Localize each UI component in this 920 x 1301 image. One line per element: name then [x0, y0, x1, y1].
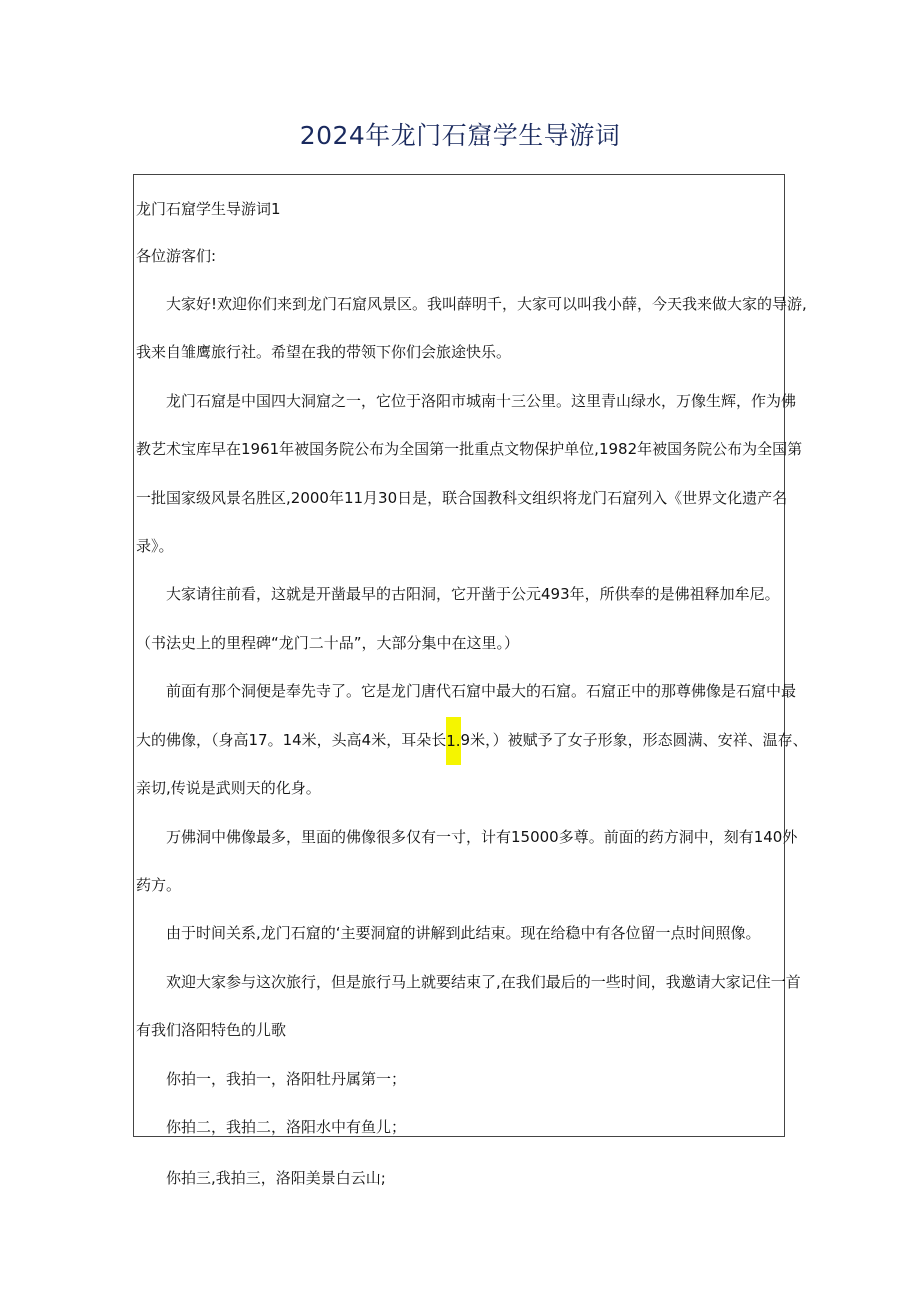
paragraph-line: 万佛洞中佛像最多，里面的佛像很多仅有一寸，计有15000多尊。前面的药方洞中，刻有140外 — [166, 828, 798, 846]
paragraph-line — [136, 728, 808, 753]
paragraph-line: 教艺术宝库早在1961年被国务院公布为全国第一批重点文物保护单位,1982年被国务院公布为全国第 — [136, 440, 803, 458]
paragraph-line: 药方。 — [136, 876, 182, 894]
line-text: 9米，）被赋予了女子形象，形态圆满、安祥、温存、 — [460, 731, 808, 749]
greeting: 各位游客们: — [136, 247, 217, 265]
paragraph-line: 大家好!欢迎你们来到龙门石窟风景区。我叫薛明千，大家可以叫我小薛，今天我来做大家的导游, — [166, 295, 807, 313]
line-text: 大的佛像，（身高17。14米，头高4米，耳朵长 — [136, 731, 447, 749]
paragraph-line: 亲切,传说是武则天的化身。 — [136, 779, 321, 797]
highlighted-text: 1. — [446, 717, 460, 765]
paragraph-line: 录》。 — [136, 537, 174, 555]
paragraph-line: 由于时间关系,龙门石窟的‘主要洞窟的讲解到此结束。现在给稳中有各位留一点时间照像。 — [166, 924, 761, 942]
rhyme-line: 你拍二，我拍二，洛阳水中有鱼儿； — [166, 1118, 407, 1136]
document-title: 2024年龙门石窟学生导游词 — [299, 121, 621, 150]
paragraph-line: 一批国家级风景名胜区,2000年11月30日是，联合国教科文组织将龙门石窟列入《世界文化遗产名 — [136, 489, 788, 507]
rhyme-line: 你拍一，我拍一，洛阳牡丹属第一； — [166, 1070, 407, 1088]
rhyme-line: 你拍三,我拍三，洛阳美景白云山; — [166, 1169, 386, 1187]
paragraph-line: 欢迎大家参与这次旅行，但是旅行马上就要结束了,在我们最后的一些时间，我邀请大家记住一首 — [166, 973, 801, 991]
paragraph-line: 大家请往前看，这就是开凿最早的古阳洞，它开凿于公元493年，所供奉的是佛祖释加牟尼。 — [166, 585, 780, 603]
paragraph-line: 龙门石窟是中国四大洞窟之一，它位于洛阳市城南十三公里。这里青山绿水，万像生辉，作为佛 — [166, 392, 797, 410]
paragraph-line: 前面有那个洞便是奉先寺了。它是龙门唐代石窟中最大的石窟。石窟正中的那尊佛像是石窟中最 — [166, 682, 797, 700]
paragraph-line: 我来自雏鹰旅行社。希望在我的带领下你们会旅途快乐。 — [136, 343, 512, 361]
paragraph-line: （书法史上的里程碑“龙门二十品”，大部分集中在这里。） — [136, 634, 520, 652]
paragraph-line: 有我们洛阳特色的儿歌 — [136, 1021, 287, 1039]
section-heading: 龙门石窟学生导游词1 — [136, 200, 281, 218]
